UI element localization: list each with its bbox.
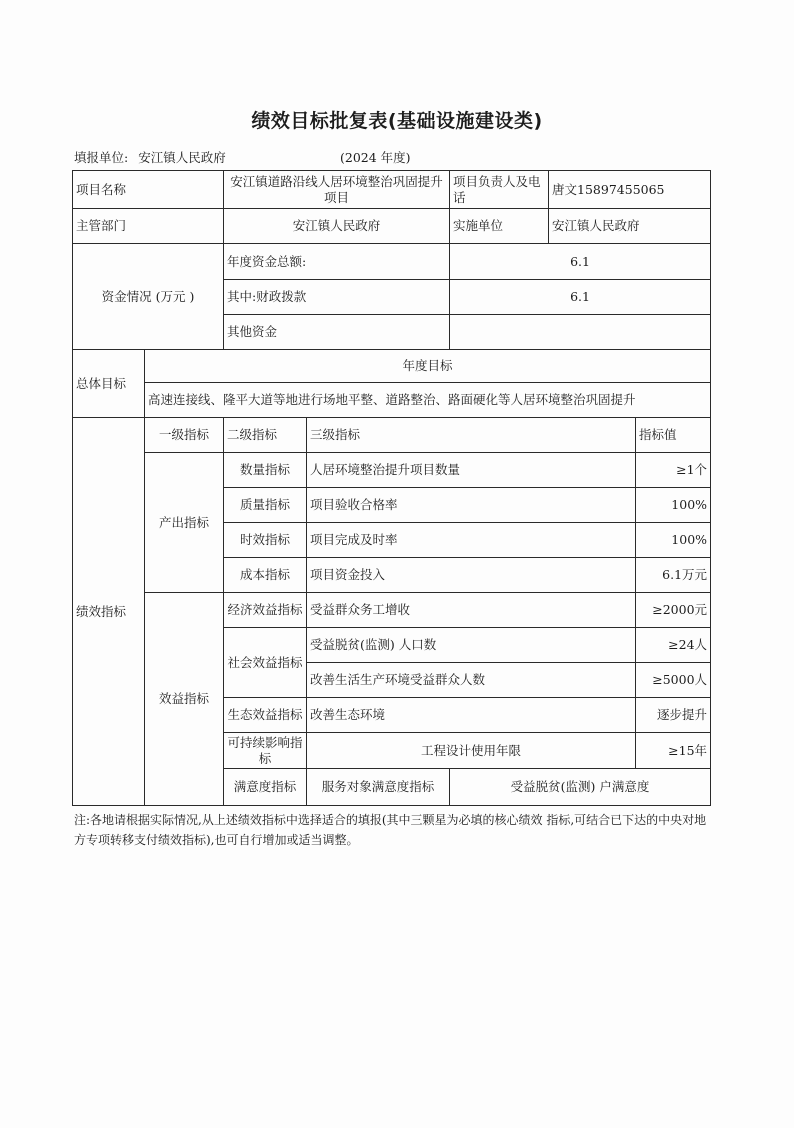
project-owner-label: 项目负责人及电话 xyxy=(450,171,549,209)
funds-label: 资金情况 (万元 ) xyxy=(73,244,224,350)
level2-cell: 服务对象满意度指标 xyxy=(307,769,450,806)
funds-fiscal-label: 其中:财政拨款 xyxy=(224,280,450,315)
funds-total-row xyxy=(73,244,711,280)
performance-table xyxy=(72,170,711,806)
level3-cell: 工程设计使用年限 xyxy=(307,733,636,769)
indicator-header-row xyxy=(73,418,711,453)
project-name-label: 项目名称 xyxy=(73,171,224,209)
department-label: 主管部门 xyxy=(73,209,224,244)
goal-header: 年度目标 xyxy=(145,350,711,383)
level3-cell: 改善生活生产环境受益群众人数 xyxy=(307,663,636,698)
level3-cell: 受益脱贫(监测) 户满意度 xyxy=(450,769,711,806)
goal-header-row xyxy=(73,350,711,383)
level3-cell: 受益群众务工增收 xyxy=(307,593,636,628)
level3-cell: 受益脱贫(监测) 人口数 xyxy=(307,628,636,663)
reporting-unit-label: 填报单位: xyxy=(74,150,129,165)
header-value: 指标值 xyxy=(636,418,711,453)
level3-cell: 改善生态环境 xyxy=(307,698,636,733)
value-cell: ≥2000元 xyxy=(636,593,711,628)
department-row xyxy=(73,209,711,244)
value-cell: ≥5000人 xyxy=(636,663,711,698)
goal-text: 高速连接线、隆平大道等地进行场地平整、道路整治、路面硬化等人居环境整治巩固提升 xyxy=(145,383,711,418)
implementing-unit-label: 实施单位 xyxy=(450,209,549,244)
reporting-unit-value: 安江镇人民政府 xyxy=(138,150,226,165)
level2-cell: 质量指标 xyxy=(224,488,307,523)
level3-cell: 项目资金投入 xyxy=(307,558,636,593)
project-owner-value: 唐文15897455065 xyxy=(549,171,711,209)
indicators-label: 绩效指标 xyxy=(73,418,145,806)
footnote: 注:各地请根据实际情况,从上述绩效指标中选择适合的填报(其中三颗星为必填的核心绩效 指标,可结合已下达的中央对地方专项转移支付绩效指标),也可自行增加或适当调整。 xyxy=(74,813,707,847)
report-year: (2024 年度) xyxy=(340,150,411,165)
benefit-indicator-label: 效益指标 xyxy=(145,593,224,806)
funds-total-value: 6.1 xyxy=(450,244,711,280)
funds-other-value xyxy=(450,315,711,350)
level2-cell: 生态效益指标 xyxy=(224,698,307,733)
level2-cell: 经济效益指标 xyxy=(224,593,307,628)
implementing-unit-value: 安江镇人民政府 xyxy=(549,209,711,244)
department-value: 安江镇人民政府 xyxy=(224,209,450,244)
value-cell: 100% xyxy=(636,488,711,523)
level3-cell: 项目完成及时率 xyxy=(307,523,636,558)
project-name-value: 安江镇道路沿线人居环境整治巩固提升项目 xyxy=(224,171,450,209)
header-level1: 一级指标 xyxy=(145,418,224,453)
output-indicator-label: 产出指标 xyxy=(145,453,224,593)
goal-text-row xyxy=(73,383,711,418)
value-cell: 100% xyxy=(636,523,711,558)
project-name-row xyxy=(73,171,711,209)
value-cell: ≥1个 xyxy=(636,453,711,488)
page-title: 绩效目标批复表(基础设施建设类) xyxy=(251,110,543,132)
level2-cell: 成本指标 xyxy=(224,558,307,593)
table-row xyxy=(73,453,711,488)
funds-other-label: 其他资金 xyxy=(224,315,450,350)
table-row xyxy=(73,593,711,628)
value-cell: ≥15年 xyxy=(636,733,711,769)
funds-total-label: 年度资金总额: xyxy=(224,244,450,280)
level2-cell: 社会效益指标 xyxy=(224,628,307,698)
value-cell: ≥24人 xyxy=(636,628,711,663)
level3-cell: 项目验收合格率 xyxy=(307,488,636,523)
value-cell: 逐步提升 xyxy=(636,698,711,733)
header-level3: 三级指标 xyxy=(307,418,636,453)
level2-cell: 时效指标 xyxy=(224,523,307,558)
reporting-unit xyxy=(74,148,226,166)
satisfaction-indicator-label: 满意度指标 xyxy=(224,769,307,806)
value-cell: 6.1万元 xyxy=(636,558,711,593)
level2-cell: 可持续影响指标 xyxy=(224,733,307,769)
level3-cell: 人居环境整治提升项目数量 xyxy=(307,453,636,488)
funds-fiscal-value: 6.1 xyxy=(450,280,711,315)
level2-cell: 数量指标 xyxy=(224,453,307,488)
header-level2: 二级指标 xyxy=(224,418,307,453)
goal-label: 总体目标 xyxy=(73,350,145,418)
